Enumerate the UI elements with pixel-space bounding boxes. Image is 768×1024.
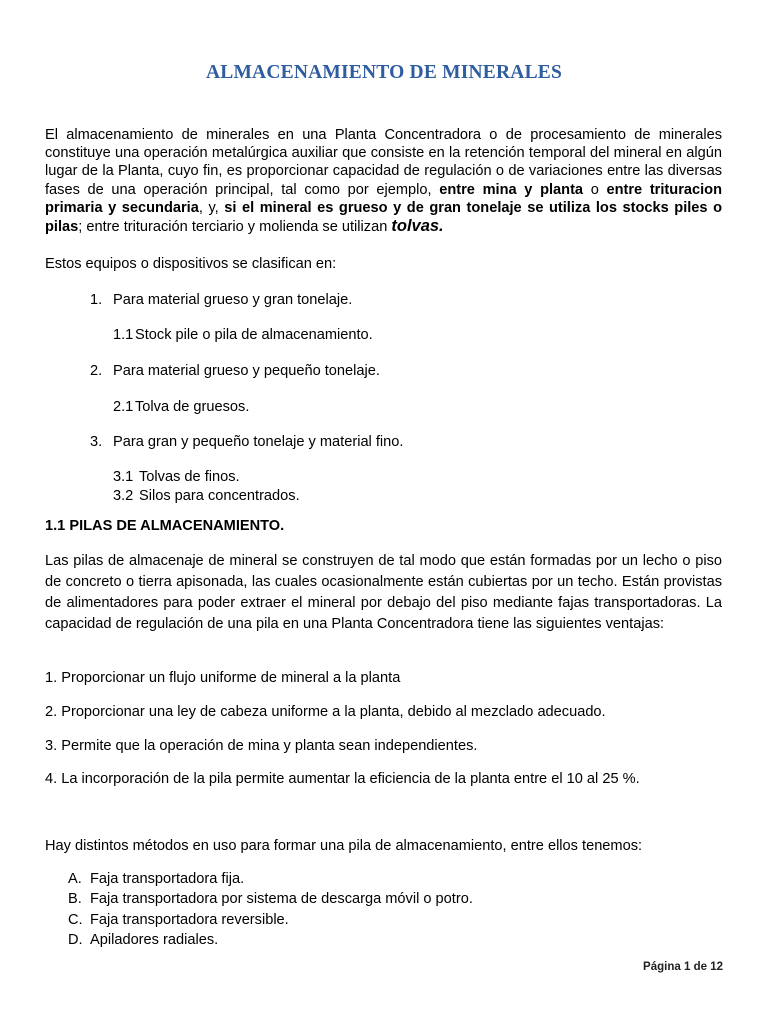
list-number: 3. bbox=[90, 434, 103, 450]
page-footer bbox=[643, 961, 723, 973]
list-text: Silos para concentrados. bbox=[139, 488, 300, 504]
list-text: Para material grueso y gran tonelaje. bbox=[113, 292, 353, 308]
classification-subitem-3-1 bbox=[113, 468, 240, 486]
intro-bold-2: entre trituracion primaria y secundaria bbox=[45, 181, 722, 216]
list-text: Faja transportadora reversible. bbox=[90, 912, 289, 928]
list-letter: C. bbox=[68, 912, 83, 928]
list-number: 2. bbox=[90, 363, 103, 379]
list-text: Tolvas de finos. bbox=[139, 469, 240, 485]
document-title: ALMACENAMIENTO DE MINERALES bbox=[205, 62, 563, 83]
classification-item-2 bbox=[90, 362, 380, 380]
intro-text-2: o bbox=[583, 181, 607, 198]
list-text: Para material grueso y pequeño tonelaje. bbox=[113, 363, 380, 379]
classification-subitem-2-1 bbox=[113, 398, 249, 416]
classification-subitem-3-2 bbox=[113, 487, 300, 505]
list-text: Stock pile o pila de almacenamiento. bbox=[135, 327, 373, 343]
page-number: 1 bbox=[683, 961, 691, 973]
list-letter: D. bbox=[68, 932, 83, 948]
intro-paragraph bbox=[45, 126, 722, 236]
list-text: Tolva de gruesos. bbox=[135, 399, 250, 415]
page-label: Página bbox=[643, 961, 681, 973]
list-letter: B. bbox=[68, 891, 82, 907]
classification-item-1 bbox=[90, 291, 352, 309]
methods-intro: Hay distintos métodos en uso para formar una pila de almacenamiento, entre ellos tenemos: bbox=[45, 838, 643, 854]
section-paragraph: Las pilas de almacenaje de mineral se construyen de tal modo que están formadas por un lecho o piso de concreto o tierra apisonada, las cuales ocasionalmente están cubiertas por un techo. Están provistas de alimentadores para poder extraer el mineral por debajo del piso mediante fajas transportadoras. La capacidad de regulación de una pila en una Planta Concentradora tiene las siguientes ventajas: bbox=[45, 553, 722, 632]
method-item-c bbox=[68, 911, 289, 929]
list-number: 3.1 bbox=[113, 469, 134, 485]
list-text: Apiladores radiales. bbox=[90, 932, 219, 948]
list-letter: A. bbox=[68, 871, 82, 887]
page-of: de bbox=[693, 961, 707, 973]
intro-bold-1: entre mina y planta bbox=[439, 181, 584, 198]
list-number: 1.1 bbox=[113, 327, 134, 343]
list-text: Para gran y pequeño tonelaje y material fino. bbox=[113, 434, 404, 450]
list-number: 3.2 bbox=[113, 488, 134, 504]
method-item-a bbox=[68, 870, 244, 888]
classification-subitem-1-1 bbox=[113, 326, 373, 344]
method-item-b bbox=[68, 890, 473, 908]
method-item-d bbox=[68, 931, 218, 949]
list-number: 2.1 bbox=[113, 399, 134, 415]
intro-text-4: ; entre trituración terciario y molienda se utilizan bbox=[78, 219, 392, 236]
advantage-item-4: 4. La incorporación de la pila permite aumentar la eficiencia de la planta entre el 10 al 25 %. bbox=[45, 771, 640, 787]
section-heading: 1.1 PILAS DE ALMACENAMIENTO. bbox=[45, 518, 285, 534]
list-number: 1. bbox=[90, 292, 103, 308]
list-text: Faja transportadora fija. bbox=[90, 871, 245, 887]
advantage-item-3: 3. Permite que la operación de mina y planta sean independientes. bbox=[45, 738, 478, 754]
intro-text-3: , y, bbox=[198, 199, 225, 216]
intro-bold-3: si el mineral es grueso y de gran tonelaje se utiliza los stocks piles o pilas bbox=[45, 199, 722, 236]
classification-item-3 bbox=[90, 433, 403, 451]
list-text: Faja transportadora por sistema de descarga móvil o potro. bbox=[90, 891, 473, 907]
page-total: 12 bbox=[710, 961, 723, 973]
classification-intro: Estos equipos o dispositivos se clasifican en: bbox=[45, 256, 337, 272]
advantage-item-2: 2. Proporcionar una ley de cabeza uniforme a la planta, debido al mezclado adecuado. bbox=[45, 704, 606, 720]
intro-text-1: El almacenamiento de minerales en una Planta Concentradora o de procesamiento de minerales constituye una operación metalúrgica auxiliar que consiste en la retención temporal del mineral en algún lugar de la Planta, cuyo fin, es proporcionar capacidad de regulación o de variaciones entre las diversas fases de una operación principal, tal como por ejemplo, bbox=[45, 127, 722, 198]
intro-bold-tolvas: tolvas. bbox=[391, 217, 444, 236]
advantage-item-1: 1. Proporcionar un flujo uniforme de mineral a la planta bbox=[45, 670, 401, 686]
